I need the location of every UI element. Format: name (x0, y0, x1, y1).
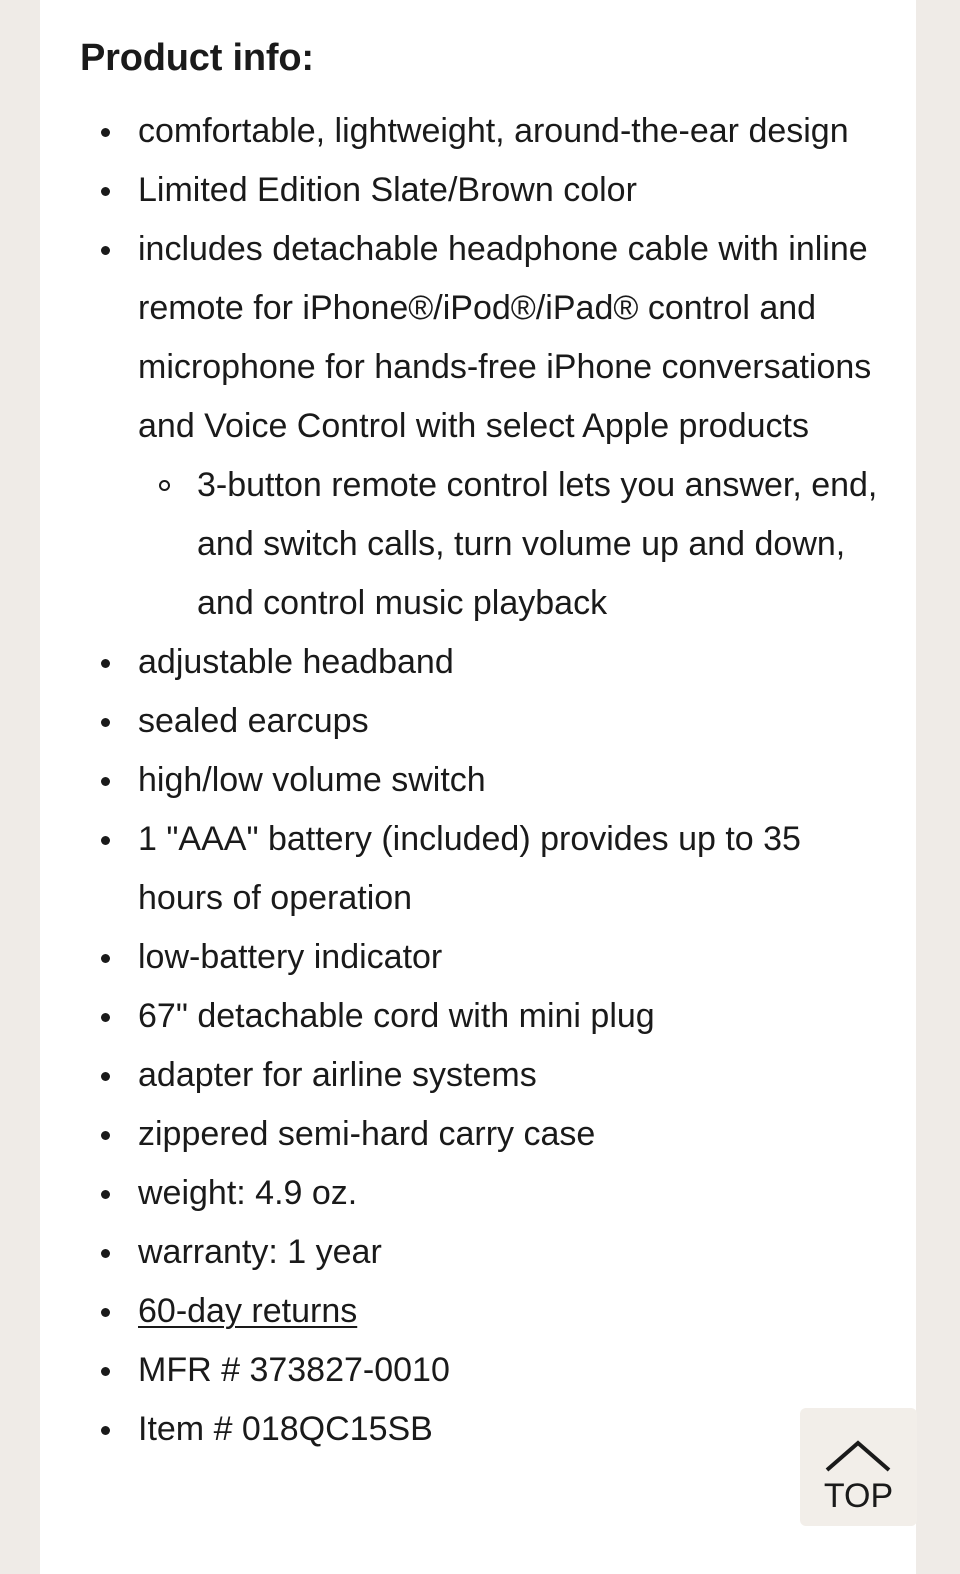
list-item (80, 1400, 880, 1459)
sub-list-item (138, 456, 880, 633)
list-item-text: adjustable headband (138, 643, 454, 681)
bullet-dot (101, 1367, 110, 1376)
list-item-text: MFR # 373827-0010 (138, 1351, 450, 1389)
list-item-text: 67" detachable cord with mini plug (138, 997, 655, 1035)
list-item-text: Item # 018QC15SB (138, 1410, 433, 1448)
list-item (80, 810, 880, 928)
list-item-text: high/low volume switch (138, 761, 486, 799)
bullet-dot (101, 954, 110, 963)
bullet-dot (101, 1249, 110, 1258)
list-item-text: Limited Edition Slate/Brown color (138, 171, 637, 209)
list-item-text: low-battery indicator (138, 938, 443, 976)
bullet-dot (101, 1072, 110, 1081)
list-item (80, 161, 880, 220)
list-item (80, 692, 880, 751)
bullet-dot (101, 836, 110, 845)
bullet-dot (101, 246, 110, 255)
bullet-dot (101, 1190, 110, 1199)
bullet-circle (159, 480, 170, 491)
list-item-text: comfortable, lightweight, around-the-ear design (138, 112, 849, 150)
list-item-text: adapter for airline systems (138, 1056, 537, 1094)
list-item (80, 102, 880, 161)
bullet-dot (101, 128, 110, 137)
list-item-text: includes detachable headphone cable with inline remote for iPhone®/iPod®/iPad® control and microphone for hands-free iPhone conversations and Voice Control with select Apple products (138, 230, 872, 445)
sub-list (138, 456, 880, 633)
bullet-dot (101, 718, 110, 727)
product-info-list (80, 102, 880, 1459)
list-item (80, 1105, 880, 1164)
sub-list-item-text: 3-button remote control lets you answer, end, and switch calls, turn volume up and down, and control music playback (197, 466, 878, 622)
list-item (80, 987, 880, 1046)
list-item-text: zippered semi-hard carry case (138, 1115, 596, 1153)
list-item-text: weight: 4.9 oz. (138, 1174, 358, 1212)
bullet-dot (101, 187, 110, 196)
list-item (80, 1341, 880, 1400)
list-item (80, 633, 880, 692)
list-item (80, 1046, 880, 1105)
bullet-dot (101, 1426, 110, 1435)
list-item-text: 1 "AAA" battery (included) provides up to 35 hours of operation (138, 820, 801, 917)
list-item (80, 1282, 880, 1341)
bullet-dot (101, 659, 110, 668)
list-item (80, 751, 880, 810)
bullet-dot (101, 777, 110, 786)
product-info-heading: Product info: (80, 37, 314, 79)
chevron-up-icon (823, 1438, 893, 1474)
list-item (80, 220, 880, 633)
back-to-top-button[interactable] (800, 1408, 917, 1526)
bullet-dot (101, 1013, 110, 1022)
list-item (80, 928, 880, 987)
bullet-dot (101, 1308, 110, 1317)
list-item-text: sealed earcups (138, 702, 369, 740)
back-to-top-label: TOP (823, 1477, 894, 1515)
list-item (80, 1223, 880, 1282)
returns-link[interactable]: 60-day returns (138, 1292, 358, 1330)
list-item-text: warranty: 1 year (138, 1233, 382, 1271)
list-item (80, 1164, 880, 1223)
bullet-dot (101, 1131, 110, 1140)
